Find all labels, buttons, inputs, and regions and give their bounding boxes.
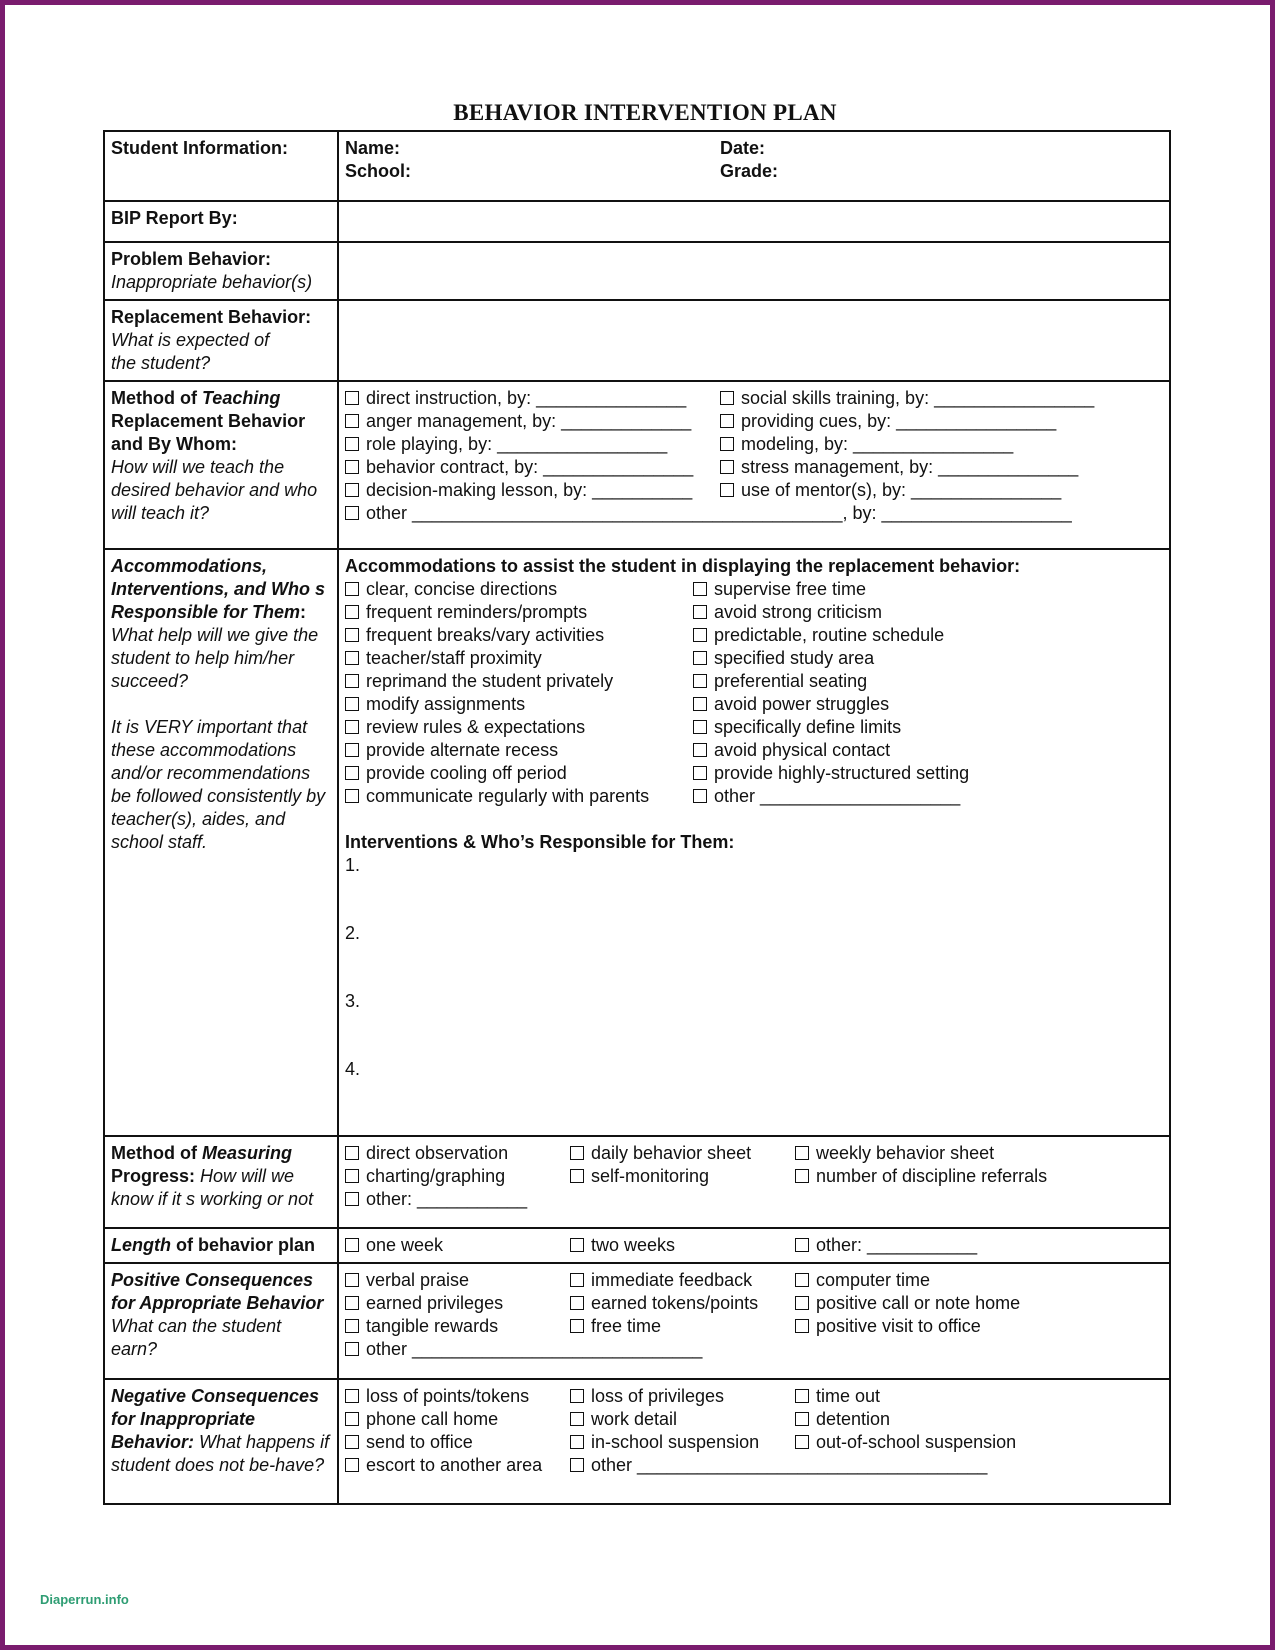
replacement-behavior-sub2: the student?: [111, 353, 211, 373]
teaching-label-a: Method of: [111, 388, 202, 408]
negative-option[interactable]: work detail: [570, 1408, 795, 1431]
checkbox-icon[interactable]: [693, 628, 707, 642]
accommodations-list-heading: Accommodations to assist the student in displaying the replacement behavior:: [345, 556, 1021, 576]
accommodations-sub2: It is VERY important that these accommodations and/or recommendations be followed consistently by teacher(s), aides, and school staff.: [111, 717, 326, 852]
checkbox-icon[interactable]: [570, 1435, 584, 1449]
measuring-option[interactable]: other: ___________: [345, 1188, 570, 1211]
accommodation-option[interactable]: teacher/staff proximity: [345, 647, 693, 670]
negative-option-other[interactable]: other ___________________________________: [570, 1454, 1163, 1477]
teaching-option-other[interactable]: other ___________________________________________, by: ___________________: [345, 502, 1163, 525]
checkbox-icon[interactable]: [795, 1273, 809, 1287]
accommodation-option[interactable]: reprimand the student privately: [345, 670, 693, 693]
teaching-options: [338, 381, 1170, 549]
checkbox-icon[interactable]: [345, 437, 359, 451]
positive-consequences-sub: What can the student earn?: [111, 1316, 282, 1359]
accommodations-label: Accommodations, Interventions, and Who s Responsible for Them: What help will we give the student to help him/her succeed? It is VERY important that these accommodations and/or recommendations be followed consistently by teacher(s), aides, and school staff.: [104, 549, 338, 1136]
measuring-option[interactable]: daily behavior sheet: [570, 1142, 795, 1165]
positive-option[interactable]: computer time: [795, 1269, 1163, 1292]
positive-option[interactable]: immediate feedback: [570, 1269, 795, 1292]
negative-option[interactable]: detention: [795, 1408, 1163, 1431]
intervention-line-2[interactable]: 2.: [345, 923, 361, 943]
checkbox-icon[interactable]: [795, 1296, 809, 1310]
length-label-b: of behavior plan: [171, 1235, 316, 1255]
accommodation-option[interactable]: preferential seating: [693, 670, 1163, 693]
checkbox-icon[interactable]: [570, 1169, 584, 1183]
page-title: BEHAVIOR INTERVENTION PLAN: [453, 100, 837, 125]
checkbox-icon[interactable]: [795, 1412, 809, 1426]
checkbox-icon[interactable]: [570, 1458, 584, 1472]
checkbox-icon[interactable]: [795, 1146, 809, 1160]
length-options: [338, 1228, 1170, 1263]
accommodation-option[interactable]: specifically define limits: [693, 716, 1163, 739]
intervention-line-4[interactable]: 4.: [345, 1059, 361, 1079]
accommodation-option[interactable]: modify assignments: [345, 693, 693, 716]
positive-option[interactable]: positive call or note home: [795, 1292, 1163, 1315]
positive-option[interactable]: free time: [570, 1315, 795, 1338]
accommodation-option[interactable]: avoid physical contact: [693, 739, 1163, 762]
student-info-heading: Student Information:: [111, 138, 288, 158]
watermark: Diaperrun.info: [40, 1592, 129, 1607]
accommodation-option[interactable]: avoid strong criticism: [693, 601, 1163, 624]
measuring-label-b: Measuring: [201, 1143, 293, 1163]
negative-consequences-sub: What happens if student does not be-have?: [111, 1432, 330, 1475]
length-option[interactable]: two weeks: [570, 1234, 795, 1257]
checkbox-icon[interactable]: [570, 1296, 584, 1310]
positive-option[interactable]: tangible rewards: [345, 1315, 570, 1338]
teaching-option[interactable]: use of mentor(s), by: _______________: [720, 479, 1163, 502]
checkbox-icon[interactable]: [345, 697, 359, 711]
name-field[interactable]: Name:: [345, 138, 401, 158]
accommodation-option[interactable]: provide highly-structured setting: [693, 762, 1163, 785]
checkbox-icon[interactable]: [345, 1192, 359, 1206]
teaching-sub: How will we teach the desired behavior and who will teach it?: [111, 457, 318, 523]
teaching-option[interactable]: providing cues, by: ________________: [720, 410, 1163, 433]
bip-report-label: [104, 201, 338, 242]
student-info-label: [104, 131, 338, 201]
checkbox-icon[interactable]: [693, 743, 707, 757]
checkbox-icon[interactable]: [795, 1169, 809, 1183]
checkbox-icon[interactable]: [345, 720, 359, 734]
checkbox-icon[interactable]: [345, 483, 359, 497]
intervention-line-1[interactable]: 1.: [345, 855, 361, 875]
accommodations-sub1: What help will we give the student to help him/her succeed?: [111, 625, 319, 691]
accommodation-option[interactable]: specified study area: [693, 647, 1163, 670]
teaching-option[interactable]: modeling, by: ________________: [720, 433, 1163, 456]
checkbox-icon[interactable]: [345, 1435, 359, 1449]
checkbox-icon[interactable]: [693, 697, 707, 711]
intervention-line-3[interactable]: 3.: [345, 991, 361, 1011]
checkbox-icon[interactable]: [570, 1389, 584, 1403]
checkbox-icon[interactable]: [693, 766, 707, 780]
checkbox-icon[interactable]: [570, 1412, 584, 1426]
school-field[interactable]: School:: [345, 161, 411, 181]
teaching-label-c: Replacement Behavior: [111, 411, 306, 431]
checkbox-icon[interactable]: [693, 582, 707, 596]
checkbox-icon[interactable]: [720, 414, 734, 428]
checkbox-icon[interactable]: [345, 582, 359, 596]
checkbox-icon[interactable]: [345, 789, 359, 803]
measuring-option[interactable]: weekly behavior sheet: [795, 1142, 1163, 1165]
accommodation-option[interactable]: frequent breaks/vary activities: [345, 624, 693, 647]
interventions-heading: Interventions & Who’s Responsible for Them:: [345, 832, 735, 852]
negative-consequences-options: [338, 1379, 1170, 1504]
checkbox-icon[interactable]: [345, 1296, 359, 1310]
checkbox-icon[interactable]: [795, 1389, 809, 1403]
grade-field[interactable]: Grade:: [720, 161, 779, 181]
measuring-option[interactable]: charting/graphing: [345, 1165, 570, 1188]
replacement-behavior-field[interactable]: [338, 300, 1170, 381]
problem-behavior-sub: Inappropriate behavior(s): [111, 272, 313, 292]
teaching-method-label: [104, 381, 338, 549]
replacement-behavior-label: [104, 300, 338, 381]
student-info-fields[interactable]: [338, 131, 1170, 201]
positive-option[interactable]: earned privileges: [345, 1292, 570, 1315]
positive-option-other[interactable]: other _____________________________: [345, 1338, 1163, 1361]
length-option[interactable]: one week: [345, 1234, 570, 1257]
checkbox-icon[interactable]: [345, 766, 359, 780]
checkbox-icon[interactable]: [570, 1146, 584, 1160]
teaching-label-b: Teaching: [201, 388, 281, 408]
length-label-a: Length: [111, 1235, 171, 1255]
accommodation-option[interactable]: avoid power struggles: [693, 693, 1163, 716]
accommodation-option[interactable]: provide alternate recess: [345, 739, 693, 762]
accommodation-option[interactable]: provide cooling off period: [345, 762, 693, 785]
teaching-option[interactable]: decision-making lesson, by: __________: [345, 479, 720, 502]
bip-report-field[interactable]: [338, 201, 1170, 242]
measuring-options: [338, 1136, 1170, 1228]
negative-option[interactable]: send to office: [345, 1431, 570, 1454]
checkbox-icon[interactable]: [345, 1238, 359, 1252]
bip-report-heading: BIP Report By:: [111, 208, 238, 228]
teaching-option[interactable]: social skills training, by: ________________: [720, 387, 1163, 410]
checkbox-icon[interactable]: [720, 460, 734, 474]
checkbox-icon[interactable]: [345, 1458, 359, 1472]
replacement-behavior-sub1: What is expected of: [111, 330, 270, 350]
replacement-behavior-heading: Replacement Behavior:: [111, 307, 312, 327]
checkbox-icon[interactable]: [795, 1238, 809, 1252]
negative-option[interactable]: time out: [795, 1385, 1163, 1408]
checkbox-icon[interactable]: [570, 1273, 584, 1287]
measuring-label-a: Method of: [111, 1143, 202, 1163]
negative-option[interactable]: phone call home: [345, 1408, 570, 1431]
behavior-plan-table: [103, 130, 1171, 1505]
negative-consequences-heading: Negative Consequences for Inappropriate Behavior:: [111, 1386, 320, 1452]
measuring-option[interactable]: direct observation: [345, 1142, 570, 1165]
length-option[interactable]: other: ___________: [795, 1234, 1163, 1257]
checkbox-icon[interactable]: [693, 674, 707, 688]
accommodation-option[interactable]: supervise free time: [693, 578, 1163, 601]
checkbox-icon[interactable]: [345, 391, 359, 405]
negative-option[interactable]: escort to another area: [345, 1454, 570, 1477]
checkbox-icon[interactable]: [693, 789, 707, 803]
checkbox-icon[interactable]: [720, 483, 734, 497]
negative-option[interactable]: loss of privileges: [570, 1385, 795, 1408]
checkbox-icon[interactable]: [345, 460, 359, 474]
checkbox-icon[interactable]: [345, 605, 359, 619]
accommodations-heading: Accommodations, Interventions, and Who s Responsible for Them: [111, 556, 326, 622]
checkbox-icon[interactable]: [345, 506, 359, 520]
checkbox-icon[interactable]: [345, 1412, 359, 1426]
positive-option[interactable]: positive visit to office: [795, 1315, 1163, 1338]
checkbox-icon[interactable]: [345, 1146, 359, 1160]
measuring-sub: How will we know if it s working or not: [111, 1166, 314, 1209]
accommodation-option[interactable]: clear, concise directions: [345, 578, 693, 601]
measuring-label: [104, 1136, 338, 1228]
checkbox-icon[interactable]: [795, 1435, 809, 1449]
checkbox-icon[interactable]: [693, 720, 707, 734]
positive-consequences-options: [338, 1263, 1170, 1379]
teaching-option[interactable]: anger management, by: _____________: [345, 410, 720, 433]
checkbox-icon[interactable]: [345, 628, 359, 642]
positive-option[interactable]: earned tokens/points: [570, 1292, 795, 1315]
length-label: [104, 1228, 338, 1263]
checkbox-icon[interactable]: [720, 437, 734, 451]
checkbox-icon[interactable]: [345, 651, 359, 665]
checkbox-icon[interactable]: [345, 743, 359, 757]
positive-consequences-label: [104, 1263, 338, 1379]
accommodation-option[interactable]: communicate regularly with parents: [345, 785, 693, 808]
measuring-option[interactable]: number of discipline referrals: [795, 1165, 1163, 1188]
checkbox-icon[interactable]: [345, 414, 359, 428]
teaching-option[interactable]: behavior contract, by: _______________: [345, 456, 720, 479]
checkbox-icon[interactable]: [345, 1389, 359, 1403]
checkbox-icon[interactable]: [570, 1238, 584, 1252]
negative-consequences-label: [104, 1379, 338, 1504]
accommodation-option[interactable]: frequent reminders/prompts: [345, 601, 693, 624]
date-field[interactable]: Date:: [720, 138, 766, 158]
measuring-label-c: Progress:: [111, 1166, 196, 1186]
checkbox-icon[interactable]: [795, 1319, 809, 1333]
checkbox-icon[interactable]: [345, 1273, 359, 1287]
teaching-option[interactable]: direct instruction, by: _______________: [345, 387, 720, 410]
problem-behavior-label: [104, 242, 338, 300]
checkbox-icon[interactable]: [693, 605, 707, 619]
accommodations-options: [338, 549, 1170, 1136]
problem-behavior-field[interactable]: [338, 242, 1170, 300]
negative-option[interactable]: loss of points/tokens: [345, 1385, 570, 1408]
positive-consequences-heading: Positive Consequences for Appropriate Behavior: [111, 1270, 324, 1313]
problem-behavior-heading: Problem Behavior:: [111, 249, 272, 269]
checkbox-icon[interactable]: [570, 1319, 584, 1333]
negative-option[interactable]: out-of-school suspension: [795, 1431, 1163, 1454]
teaching-option[interactable]: stress management, by: ______________: [720, 456, 1163, 479]
checkbox-icon[interactable]: [345, 1342, 359, 1356]
checkbox-icon[interactable]: [345, 1169, 359, 1183]
checkbox-icon[interactable]: [720, 391, 734, 405]
checkbox-icon[interactable]: [693, 651, 707, 665]
positive-option[interactable]: verbal praise: [345, 1269, 570, 1292]
negative-option[interactable]: in-school suspension: [570, 1431, 795, 1454]
teaching-option[interactable]: role playing, by: _________________: [345, 433, 720, 456]
measuring-option[interactable]: self-monitoring: [570, 1165, 795, 1188]
checkbox-icon[interactable]: [345, 1319, 359, 1333]
accommodation-option[interactable]: predictable, routine schedule: [693, 624, 1163, 647]
teaching-label-d: and By Whom:: [111, 434, 237, 454]
accommodation-option[interactable]: other ____________________: [693, 785, 1163, 808]
checkbox-icon[interactable]: [345, 674, 359, 688]
accommodation-option[interactable]: review rules & expectations: [345, 716, 693, 739]
